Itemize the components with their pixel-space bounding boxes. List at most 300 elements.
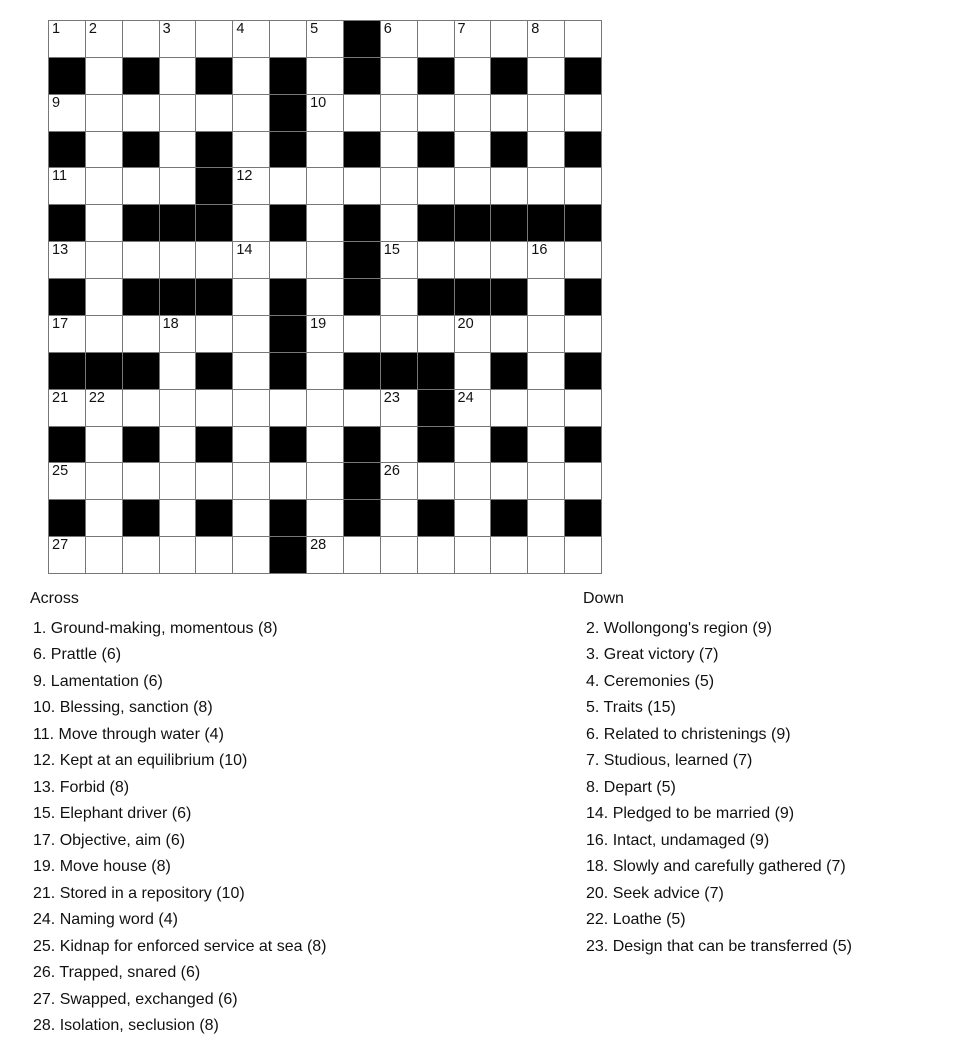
grid-cell[interactable] bbox=[491, 21, 528, 58]
across-clue[interactable] bbox=[30, 722, 327, 749]
grid-cell[interactable] bbox=[233, 242, 270, 279]
grid-cell[interactable] bbox=[418, 21, 455, 58]
grid-cell[interactable] bbox=[270, 463, 307, 500]
clue-number: 17 . bbox=[33, 832, 60, 849]
grid-cell[interactable] bbox=[307, 279, 344, 316]
across-clue[interactable] bbox=[30, 616, 327, 643]
cell-number: 19 bbox=[310, 315, 327, 332]
grid-cell[interactable] bbox=[381, 205, 418, 242]
grid-cell[interactable] bbox=[86, 132, 123, 169]
grid-cell[interactable] bbox=[233, 463, 270, 500]
black-square bbox=[344, 132, 381, 169]
grid-cell[interactable] bbox=[196, 21, 233, 58]
clue-text: Ground-making, momentous (8) bbox=[50, 619, 278, 637]
cell-number: 25 bbox=[52, 463, 69, 480]
grid-cell[interactable] bbox=[86, 21, 123, 58]
grid-cell[interactable] bbox=[86, 279, 123, 316]
grid-cell[interactable] bbox=[160, 95, 197, 132]
clue-number: 20 . bbox=[586, 885, 613, 902]
across-clue[interactable] bbox=[30, 748, 327, 775]
grid-cell[interactable] bbox=[307, 353, 344, 390]
black-square bbox=[491, 205, 528, 242]
across-clue[interactable] bbox=[30, 828, 327, 855]
grid-cell[interactable] bbox=[528, 390, 565, 427]
black-square bbox=[565, 427, 602, 464]
across-clue[interactable] bbox=[30, 642, 327, 669]
cell-number: 23 bbox=[383, 389, 400, 406]
grid-cell[interactable] bbox=[86, 205, 123, 242]
grid-cell[interactable] bbox=[455, 353, 492, 390]
grid-cell[interactable] bbox=[565, 463, 602, 500]
clue-number: 26 . bbox=[33, 964, 59, 981]
grid-cell[interactable] bbox=[49, 463, 86, 500]
cell-number: 14 bbox=[236, 242, 253, 259]
grid-cell[interactable] bbox=[86, 58, 123, 95]
grid-cell[interactable] bbox=[123, 168, 160, 205]
grid-cell[interactable] bbox=[233, 353, 270, 390]
grid-cell[interactable] bbox=[381, 537, 418, 574]
grid-cell[interactable] bbox=[381, 242, 418, 279]
grid-cell[interactable] bbox=[455, 537, 492, 574]
grid-cell[interactable] bbox=[344, 168, 381, 205]
across-clue[interactable] bbox=[30, 907, 327, 934]
grid-cell[interactable] bbox=[528, 316, 565, 353]
grid-cell[interactable] bbox=[455, 132, 492, 169]
clue-text: Stored in a repository (10) bbox=[59, 884, 245, 902]
grid-cell[interactable] bbox=[123, 242, 160, 279]
cell-number: 2 bbox=[88, 21, 97, 37]
grid-cell[interactable] bbox=[233, 205, 270, 242]
grid-cell[interactable] bbox=[49, 95, 86, 132]
clue-text: Blessing, sanction (8) bbox=[59, 699, 213, 716]
grid-cell[interactable] bbox=[528, 353, 565, 390]
down-clue[interactable] bbox=[583, 907, 852, 934]
grid-cell[interactable] bbox=[565, 242, 602, 279]
clue-number: 13 . bbox=[33, 779, 60, 796]
grid-cell[interactable] bbox=[49, 316, 86, 353]
down-clue[interactable] bbox=[583, 854, 852, 881]
grid-cell[interactable] bbox=[565, 95, 602, 132]
clue-text: Studious, learned (7) bbox=[603, 752, 753, 769]
clue-number: 21 . bbox=[33, 885, 60, 902]
grid-cell[interactable] bbox=[381, 390, 418, 427]
clue-text: Move through water (4) bbox=[58, 725, 224, 743]
grid-cell[interactable] bbox=[455, 427, 492, 464]
grid-cell[interactable] bbox=[381, 316, 418, 353]
grid-cell[interactable] bbox=[418, 168, 455, 205]
black-square bbox=[565, 205, 602, 242]
black-square bbox=[418, 427, 455, 464]
grid-cell[interactable] bbox=[381, 463, 418, 500]
grid-cell[interactable] bbox=[418, 316, 455, 353]
cell-number: 22 bbox=[88, 389, 105, 406]
clue-number: 1 . bbox=[33, 620, 51, 637]
grid-cell[interactable] bbox=[491, 537, 528, 574]
clue-text: Kept at an equilibrium (10) bbox=[59, 752, 248, 769]
clue-text: Objective, aim (6) bbox=[59, 831, 186, 849]
grid-cell[interactable] bbox=[86, 316, 123, 353]
across-clue[interactable] bbox=[30, 881, 327, 908]
grid-cell[interactable] bbox=[381, 279, 418, 316]
grid-cell[interactable] bbox=[344, 95, 381, 132]
across-clue[interactable] bbox=[30, 1013, 327, 1040]
grid-cell[interactable] bbox=[160, 21, 197, 58]
grid-cell[interactable] bbox=[455, 21, 492, 58]
grid-cell[interactable] bbox=[86, 427, 123, 464]
grid-cell[interactable] bbox=[86, 537, 123, 574]
grid-cell[interactable] bbox=[160, 168, 197, 205]
grid-cell[interactable] bbox=[528, 168, 565, 205]
black-square bbox=[491, 353, 528, 390]
grid-cell[interactable] bbox=[196, 463, 233, 500]
black-square bbox=[565, 353, 602, 390]
grid-cell[interactable] bbox=[565, 21, 602, 58]
cell-number: 9 bbox=[52, 94, 61, 111]
grid-cell[interactable] bbox=[270, 168, 307, 205]
grid-cell[interactable] bbox=[418, 537, 455, 574]
grid-cell[interactable] bbox=[565, 390, 602, 427]
clue-text: Ceremonies (5) bbox=[603, 672, 715, 690]
grid-cell[interactable] bbox=[381, 95, 418, 132]
grid-cell[interactable] bbox=[491, 316, 528, 353]
black-square bbox=[381, 353, 418, 390]
grid-cell[interactable] bbox=[49, 242, 86, 279]
down-clue[interactable] bbox=[583, 775, 852, 802]
grid-cell[interactable] bbox=[528, 95, 565, 132]
cell-number: 24 bbox=[457, 389, 474, 406]
cell-number: 7 bbox=[457, 21, 466, 37]
black-square bbox=[49, 58, 86, 95]
grid-cell[interactable] bbox=[233, 279, 270, 316]
grid-cell[interactable] bbox=[233, 132, 270, 169]
grid-cell[interactable] bbox=[86, 168, 123, 205]
clue-text: Design that can be transferred (5) bbox=[612, 937, 852, 955]
grid-cell[interactable] bbox=[455, 58, 492, 95]
cell-number: 26 bbox=[383, 463, 400, 480]
grid-cell[interactable] bbox=[528, 279, 565, 316]
grid-cell[interactable] bbox=[528, 537, 565, 574]
clue-number: 6 . bbox=[33, 646, 51, 663]
black-square bbox=[344, 242, 381, 279]
grid-cell[interactable] bbox=[455, 168, 492, 205]
grid-cell[interactable] bbox=[528, 463, 565, 500]
grid-cell[interactable] bbox=[233, 95, 270, 132]
grid-cell[interactable] bbox=[528, 132, 565, 169]
grid-cell[interactable] bbox=[233, 316, 270, 353]
clue-number: 12 . bbox=[33, 752, 60, 769]
grid-cell[interactable] bbox=[49, 21, 86, 58]
across-heading: Across bbox=[30, 590, 79, 607]
black-square bbox=[270, 500, 307, 537]
clue-number: 7 . bbox=[586, 752, 604, 769]
down-clue[interactable] bbox=[583, 695, 852, 722]
down-clue[interactable] bbox=[583, 748, 852, 775]
grid-cell[interactable] bbox=[86, 500, 123, 537]
clue-number: 27 . bbox=[33, 991, 60, 1008]
grid-cell[interactable] bbox=[455, 242, 492, 279]
grid-cell[interactable] bbox=[344, 316, 381, 353]
black-square bbox=[344, 463, 381, 500]
grid-cell[interactable] bbox=[565, 537, 602, 574]
grid-cell[interactable] bbox=[233, 168, 270, 205]
black-square bbox=[123, 353, 160, 390]
black-square bbox=[49, 500, 86, 537]
grid-cell[interactable] bbox=[565, 168, 602, 205]
cell-number: 13 bbox=[52, 242, 69, 259]
black-square bbox=[270, 353, 307, 390]
grid-cell[interactable] bbox=[86, 390, 123, 427]
grid-cell[interactable] bbox=[233, 500, 270, 537]
across-clue[interactable] bbox=[30, 934, 327, 961]
clue-number: 16 . bbox=[586, 832, 613, 849]
cell-number: 21 bbox=[52, 389, 69, 406]
down-clue[interactable] bbox=[583, 828, 852, 855]
clue-number: 24 . bbox=[33, 911, 60, 928]
black-square bbox=[344, 58, 381, 95]
across-clue[interactable] bbox=[30, 669, 327, 696]
grid-cell[interactable] bbox=[233, 427, 270, 464]
black-square bbox=[196, 168, 233, 205]
clue-text: Slowly and carefully gathered (7) bbox=[612, 858, 846, 875]
grid-cell[interactable] bbox=[418, 95, 455, 132]
across-clues bbox=[30, 589, 327, 1040]
grid-cell[interactable] bbox=[491, 95, 528, 132]
grid-cell[interactable] bbox=[270, 390, 307, 427]
grid-cell[interactable] bbox=[233, 21, 270, 58]
down-clue[interactable] bbox=[583, 801, 852, 828]
crossword-grid bbox=[48, 20, 602, 574]
grid-cell[interactable] bbox=[49, 537, 86, 574]
clue-number: 19 . bbox=[33, 858, 60, 875]
black-square bbox=[270, 279, 307, 316]
cell-number: 16 bbox=[531, 242, 548, 259]
black-square bbox=[491, 132, 528, 169]
clue-number: 2 . bbox=[586, 620, 604, 637]
clue-text: Loathe (5) bbox=[612, 911, 686, 928]
grid-cell[interactable] bbox=[160, 463, 197, 500]
grid-cell[interactable] bbox=[381, 21, 418, 58]
grid-cell[interactable] bbox=[160, 132, 197, 169]
cell-number: 20 bbox=[457, 315, 474, 332]
grid-cell[interactable] bbox=[196, 316, 233, 353]
grid-cell[interactable] bbox=[528, 427, 565, 464]
black-square bbox=[49, 279, 86, 316]
black-square bbox=[196, 353, 233, 390]
down-clue[interactable] bbox=[583, 642, 852, 669]
black-square bbox=[196, 205, 233, 242]
grid-cell[interactable] bbox=[565, 316, 602, 353]
black-square bbox=[565, 58, 602, 95]
across-clue[interactable] bbox=[30, 695, 327, 722]
black-square bbox=[418, 390, 455, 427]
black-square bbox=[344, 427, 381, 464]
grid-cell[interactable] bbox=[307, 463, 344, 500]
clue-number: 18 . bbox=[586, 858, 613, 875]
grid-cell[interactable] bbox=[344, 537, 381, 574]
clue-number: 6 . bbox=[586, 726, 604, 743]
grid-cell[interactable] bbox=[307, 537, 344, 574]
grid-cell[interactable] bbox=[160, 58, 197, 95]
clue-number: 11 . bbox=[33, 726, 59, 743]
grid-cell[interactable] bbox=[270, 21, 307, 58]
grid-cell[interactable] bbox=[123, 463, 160, 500]
black-square bbox=[270, 58, 307, 95]
grid-cell[interactable] bbox=[344, 390, 381, 427]
grid-cell[interactable] bbox=[160, 537, 197, 574]
grid-cell[interactable] bbox=[307, 95, 344, 132]
grid-cell[interactable] bbox=[491, 242, 528, 279]
grid-cell[interactable] bbox=[307, 58, 344, 95]
grid-cell[interactable] bbox=[49, 390, 86, 427]
black-square bbox=[418, 205, 455, 242]
black-square bbox=[344, 279, 381, 316]
grid-cell[interactable] bbox=[528, 500, 565, 537]
grid-cell[interactable] bbox=[491, 463, 528, 500]
grid-cell[interactable] bbox=[307, 500, 344, 537]
grid-cell[interactable] bbox=[491, 390, 528, 427]
clue-text: Forbid (8) bbox=[59, 778, 130, 796]
grid-cell[interactable] bbox=[307, 205, 344, 242]
grid-cell[interactable] bbox=[160, 500, 197, 537]
cell-number: 15 bbox=[383, 242, 400, 259]
black-square bbox=[344, 205, 381, 242]
grid-cell[interactable] bbox=[381, 132, 418, 169]
clue-text: Pledged to be married (9) bbox=[612, 805, 795, 822]
black-square bbox=[418, 58, 455, 95]
grid-cell[interactable] bbox=[307, 427, 344, 464]
grid-cell[interactable] bbox=[418, 463, 455, 500]
grid-cell[interactable] bbox=[270, 242, 307, 279]
grid-cell[interactable] bbox=[233, 58, 270, 95]
across-clue[interactable] bbox=[30, 854, 327, 881]
grid-cell[interactable] bbox=[160, 427, 197, 464]
grid-cell[interactable] bbox=[491, 168, 528, 205]
grid-cell[interactable] bbox=[123, 390, 160, 427]
black-square bbox=[123, 279, 160, 316]
grid-cell[interactable] bbox=[123, 95, 160, 132]
clue-text: Great victory (7) bbox=[603, 646, 719, 663]
down-clue[interactable] bbox=[583, 881, 852, 908]
black-square bbox=[160, 205, 197, 242]
cell-number: 17 bbox=[52, 315, 69, 332]
grid-cell[interactable] bbox=[233, 390, 270, 427]
grid-cell[interactable] bbox=[86, 242, 123, 279]
grid-cell[interactable] bbox=[196, 537, 233, 574]
grid-cell[interactable] bbox=[233, 537, 270, 574]
grid-cell[interactable] bbox=[381, 58, 418, 95]
grid-cell[interactable] bbox=[307, 316, 344, 353]
black-square bbox=[270, 427, 307, 464]
across-clue[interactable] bbox=[30, 987, 327, 1014]
grid-cell[interactable] bbox=[528, 21, 565, 58]
grid-cell[interactable] bbox=[455, 463, 492, 500]
cell-number: 11 bbox=[52, 168, 68, 185]
cell-number: 18 bbox=[162, 315, 179, 332]
clue-number: 4 . bbox=[586, 673, 604, 690]
grid-cell[interactable] bbox=[418, 242, 455, 279]
black-square bbox=[344, 353, 381, 390]
down-clue[interactable] bbox=[583, 669, 852, 696]
black-square bbox=[418, 500, 455, 537]
grid-cell[interactable] bbox=[49, 168, 86, 205]
down-clue-list bbox=[583, 616, 852, 961]
clue-number: 8 . bbox=[586, 779, 604, 796]
grid-cell[interactable] bbox=[307, 390, 344, 427]
down-clue[interactable] bbox=[583, 934, 852, 961]
grid-cell[interactable] bbox=[160, 242, 197, 279]
black-square bbox=[455, 279, 492, 316]
grid-cell[interactable] bbox=[528, 242, 565, 279]
black-square bbox=[565, 279, 602, 316]
grid-cell[interactable] bbox=[455, 95, 492, 132]
clue-text: Prattle (6) bbox=[50, 646, 122, 663]
grid-cell[interactable] bbox=[196, 95, 233, 132]
black-square bbox=[49, 132, 86, 169]
across-clue[interactable] bbox=[30, 960, 327, 987]
grid-cell[interactable] bbox=[307, 132, 344, 169]
grid-cell[interactable] bbox=[307, 21, 344, 58]
black-square bbox=[344, 500, 381, 537]
black-square bbox=[565, 132, 602, 169]
grid-cell[interactable] bbox=[160, 390, 197, 427]
grid-cell[interactable] bbox=[381, 500, 418, 537]
down-heading: Down bbox=[583, 590, 624, 607]
black-square bbox=[344, 21, 381, 58]
black-square bbox=[196, 132, 233, 169]
grid-cell[interactable] bbox=[160, 316, 197, 353]
grid-cell[interactable] bbox=[196, 242, 233, 279]
black-square bbox=[123, 132, 160, 169]
cell-number: 4 bbox=[236, 21, 245, 37]
grid-cell[interactable] bbox=[455, 316, 492, 353]
down-clue[interactable] bbox=[583, 616, 852, 643]
grid-cell[interactable] bbox=[196, 390, 233, 427]
down-clue[interactable] bbox=[583, 722, 852, 749]
clue-text: Elephant driver (6) bbox=[59, 805, 192, 822]
grid-cell[interactable] bbox=[307, 168, 344, 205]
black-square bbox=[123, 205, 160, 242]
clue-text: Move house (8) bbox=[59, 858, 171, 875]
black-square bbox=[455, 205, 492, 242]
grid-cell[interactable] bbox=[381, 168, 418, 205]
grid-cell[interactable] bbox=[123, 21, 160, 58]
grid-cell[interactable] bbox=[86, 463, 123, 500]
grid-cell[interactable] bbox=[160, 353, 197, 390]
cell-number: 3 bbox=[162, 21, 171, 37]
grid-cell[interactable] bbox=[307, 242, 344, 279]
down-clues bbox=[583, 589, 852, 960]
cell-number: 12 bbox=[236, 168, 253, 185]
black-square bbox=[270, 95, 307, 132]
grid-cell[interactable] bbox=[528, 58, 565, 95]
black-square bbox=[86, 353, 123, 390]
grid-cell[interactable] bbox=[123, 537, 160, 574]
black-square bbox=[418, 353, 455, 390]
black-square bbox=[49, 205, 86, 242]
grid-cell[interactable] bbox=[86, 95, 123, 132]
across-clue[interactable] bbox=[30, 775, 327, 802]
clue-text: Swapped, exchanged (6) bbox=[59, 990, 238, 1008]
across-clue[interactable] bbox=[30, 801, 327, 828]
clue-number: 9 . bbox=[33, 673, 51, 690]
grid-cell[interactable] bbox=[381, 427, 418, 464]
grid-cell[interactable] bbox=[455, 500, 492, 537]
grid-cell[interactable] bbox=[123, 316, 160, 353]
clue-text: Traits (15) bbox=[603, 699, 676, 716]
clue-text: Lamentation (6) bbox=[50, 672, 163, 690]
grid-cell[interactable] bbox=[455, 390, 492, 427]
black-square bbox=[49, 427, 86, 464]
